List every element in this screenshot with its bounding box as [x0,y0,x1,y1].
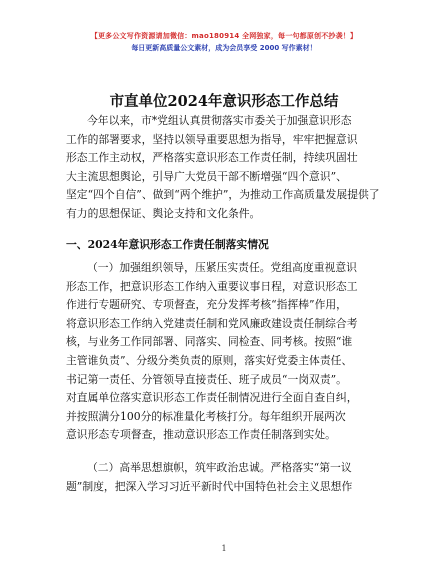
header-banner [0,30,448,54]
intro-line: 坚定“四个自信”、做到“两个维护”，为推动工作高质量发展提供了 [66,188,380,202]
intro-paragraph [66,112,390,224]
section-heading: 一、2024年意识形态工作责任制落实情况 [66,238,269,251]
section-1-paragraph [66,259,390,445]
intro-line: 大主流思想舆论，引导广大党员干部不断增强“四个意识”、 [66,169,347,183]
para-line: 对直属单位落实意识形态工作责任制情况进行全面自查自纠， [66,391,358,405]
banner-line-1: 【更多公文写作资源请加微信：mao180914 全网独家，每一句都原创不抄袭！】 [90,32,358,40]
banner-line-2: 每日更新高质量公文素材，成为会员享受 2000 写作素材！ [131,44,317,52]
para-line: 作进行专题研究、专项督查，充分发挥考核“指挥棒”作用， [66,298,347,312]
para-line: （一）加强组织领导，压紧压实责任。党组高度重视意识 [87,261,357,274]
page-number: 1 [221,544,227,553]
para-line: （二）高举思想旗帜，筑牢政治忠诚。严格落实“第一议 [87,461,352,474]
intro-line: 形态工作主动权，严格落实意识形态工作责任制，持续巩固壮 [66,151,358,165]
para-line: 主管谁负责”、分级分类负责的原则，落实好党委主体责任、 [66,353,353,367]
intro-line: 今年以来，市*党组认真贯彻落实市委关于加强意识形态 [87,114,352,127]
para-line: 题”制度，把深入学习习近平新时代中国特色社会主义思想作 [66,479,353,493]
para-line: 并按照满分100分的标准量化考核打分。每年组织开展两次 [66,409,346,423]
para-line: 核，与业务工作同部署、同落实、同检查、同考核。按照“谁 [66,335,353,349]
para-line: 形态工作，把意识形态工作纳入重要议事日程，对意识形态工 [66,279,358,293]
section-2-paragraph [66,459,390,496]
para-line: 书记第一责任、分管领导直接责任、班子成员“一岗双责”。 [66,372,347,386]
document-title: 市直单位2024年意识形态工作总结 [109,93,339,110]
intro-line: 有力的思想保证、舆论支持和文化条件。 [66,206,261,220]
intro-line: 工作的部署要求，坚持以领导重要思想为指导，牢牢把握意识 [66,132,358,146]
para-line: 将意识形态工作纳入党建责任制和党风廉政建设责任制综合考 [66,316,358,330]
para-line: 意识形态专项督查，推动意识形态工作责任制落到实处。 [66,428,336,442]
